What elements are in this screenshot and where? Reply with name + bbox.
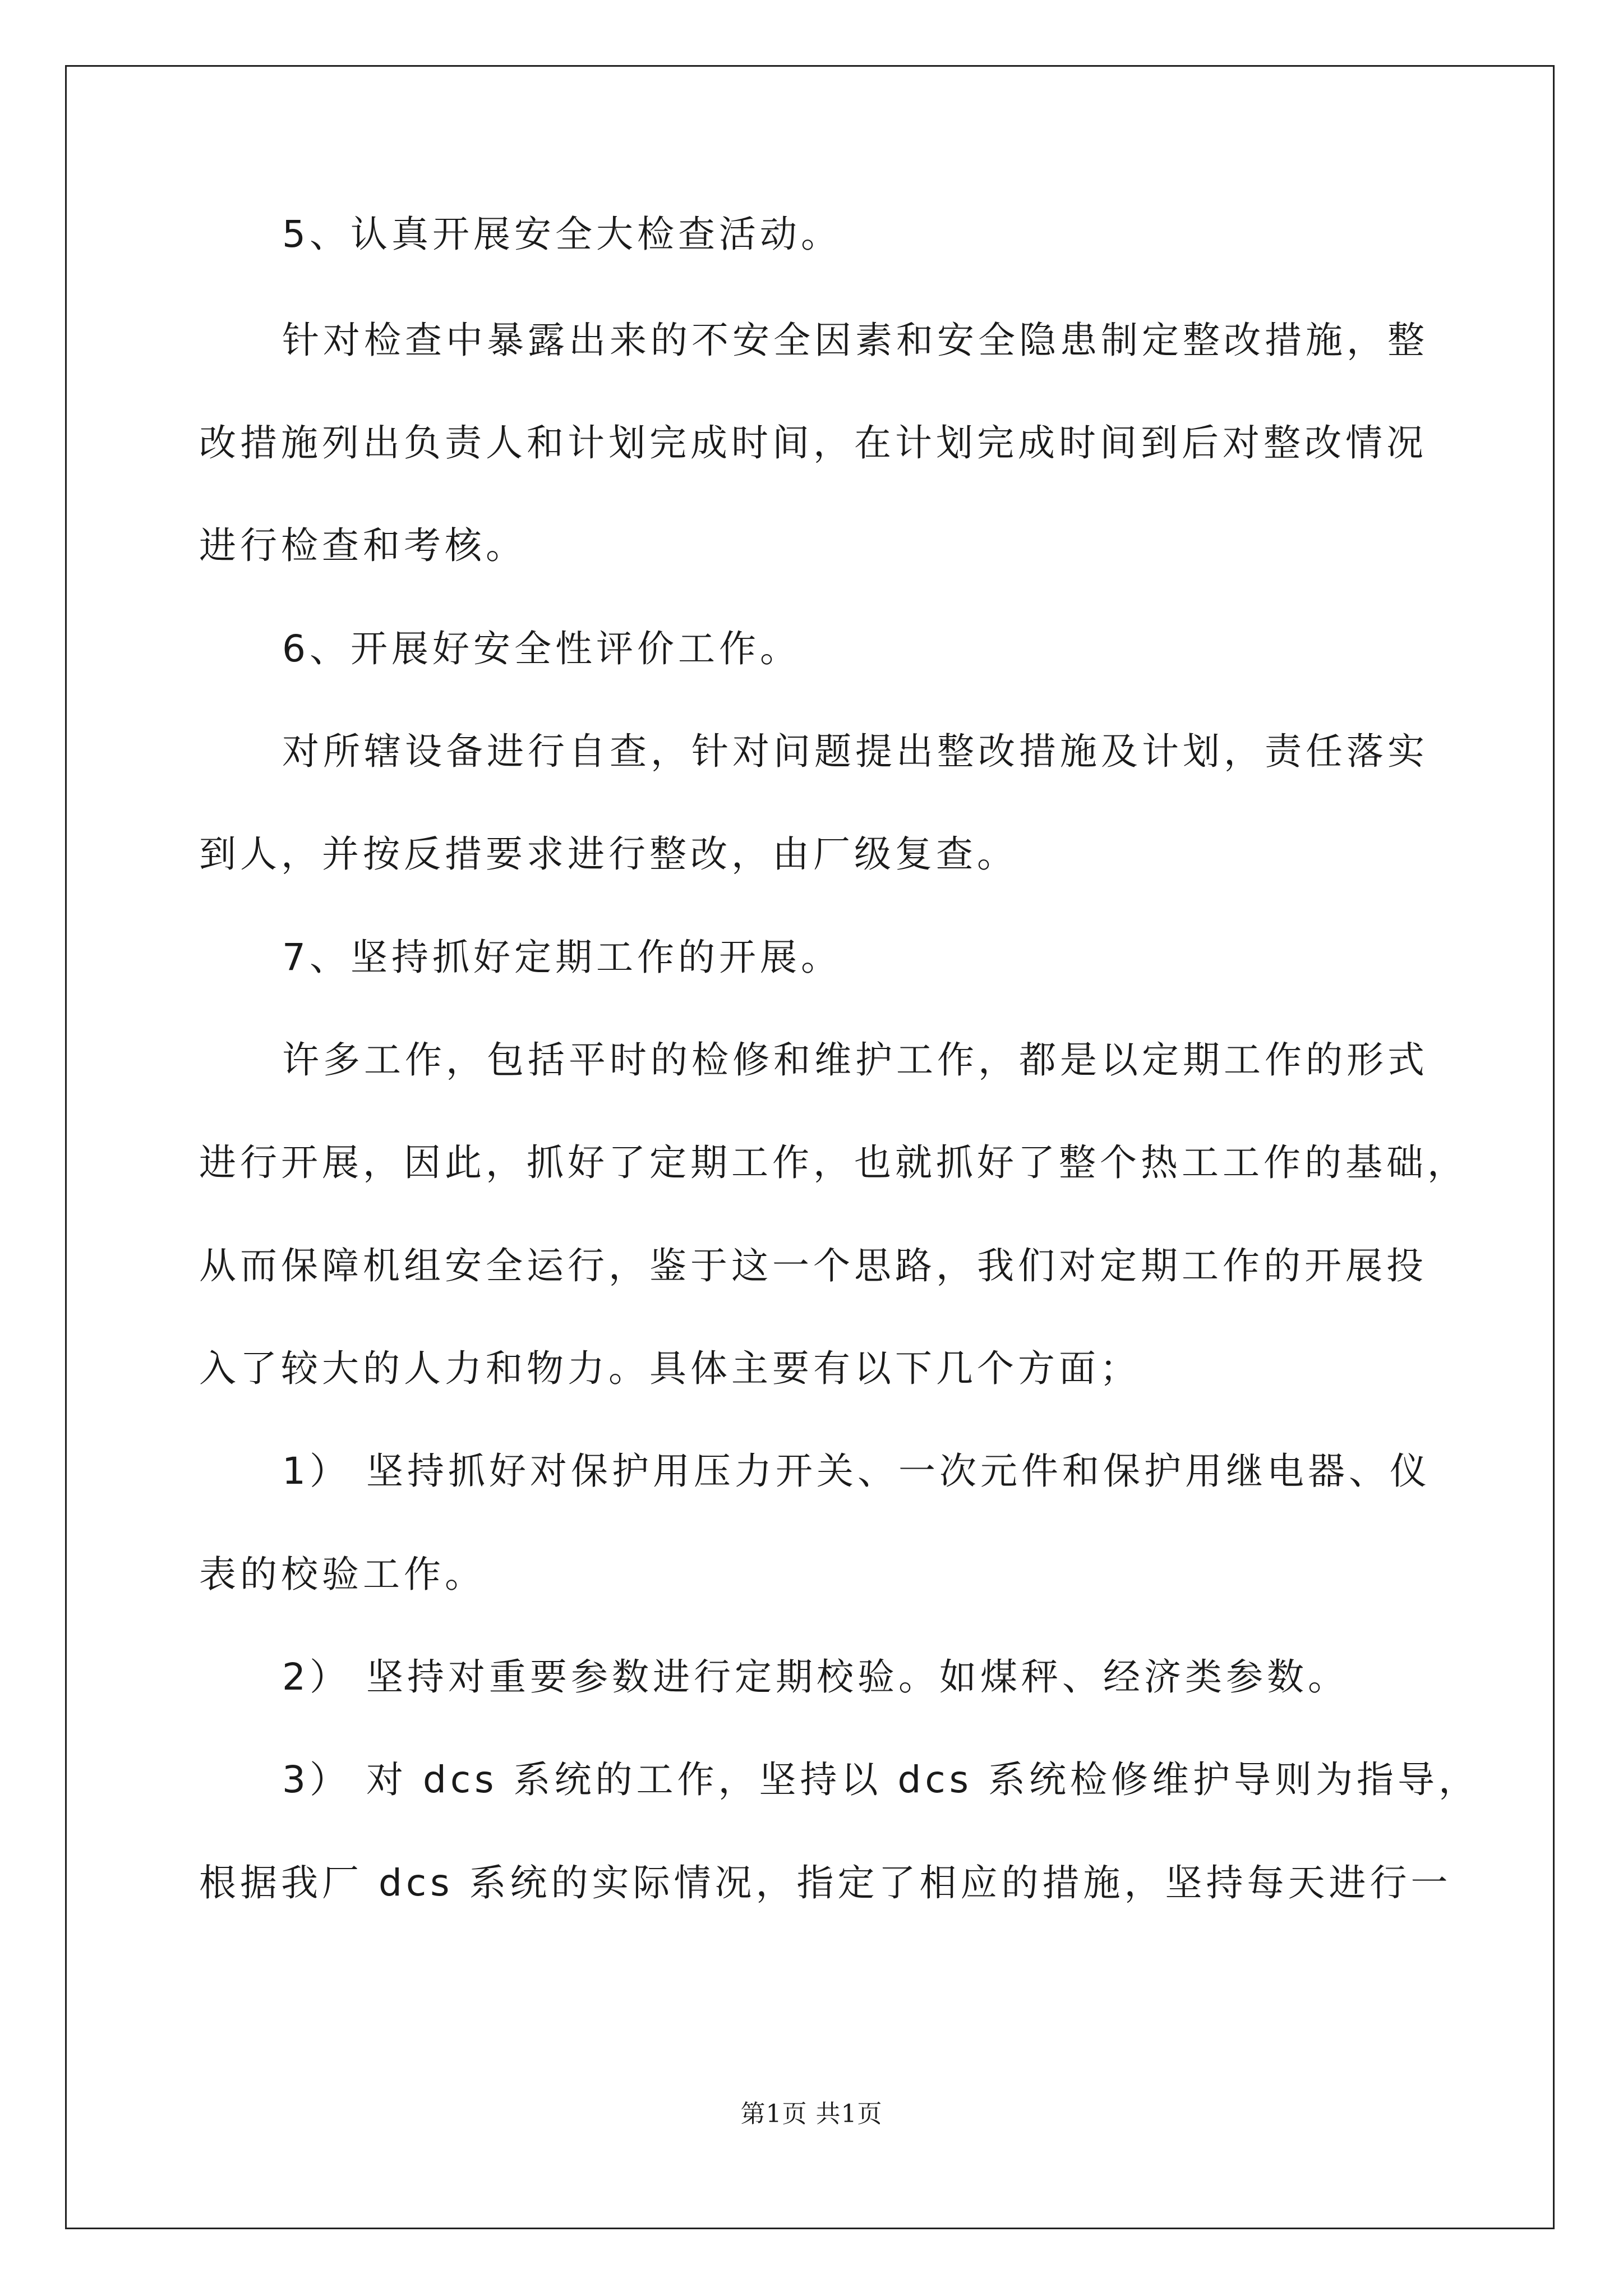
paragraph-line: 5、认真开展安全大检查活动。: [282, 213, 842, 256]
paragraph-line: 根据我厂 dcs 系统的实际情况，指定了相应的措施，坚持每天进行一: [199, 1861, 1452, 1904]
paragraph-line: 1） 坚持抓好对保护用压力开关、一次元件和保护用继电器、仪: [282, 1450, 1431, 1493]
paragraph-line: 改措施列出负责人和计划完成时间，在计划完成时间到后对整改情况: [199, 421, 1427, 464]
paragraph-line: 到人，并按反措要求进行整改，由厂级复查。: [199, 832, 1018, 876]
paragraph-line: 入了较大的人力和物力。具体主要有以下几个方面；: [199, 1347, 1141, 1390]
page-footer: 第1页 共1页: [740, 2100, 883, 2128]
paragraph-line: 许多工作，包括平时的检修和维护工作，都是以定期工作的形式: [282, 1038, 1428, 1082]
paragraph-line: 3） 对 dcs 系统的工作，坚持以 dcs 系统检修维护导则为指导，: [282, 1758, 1480, 1801]
paragraph-line: 7、坚持抓好定期工作的开展。: [282, 936, 842, 979]
paragraph-line: 6、开展好安全性评价工作。: [282, 627, 801, 670]
paragraph-line: 对所辖设备进行自查，针对问题提出整改措施及计划，责任落实: [282, 730, 1428, 773]
paragraph-line: 针对检查中暴露出来的不安全因素和安全隐患制定整改措施，整: [282, 319, 1428, 362]
paragraph-line: 从而保障机组安全运行，鉴于这一个思路，我们对定期工作的开展投: [199, 1244, 1427, 1287]
paragraph-line: 进行开展，因此，抓好了定期工作，也就抓好了整个热工工作的基础，: [199, 1141, 1468, 1184]
paragraph-line: 表的校验工作。: [199, 1553, 486, 1596]
paragraph-line: 进行检查和考核。: [199, 524, 527, 567]
paragraph-line: 2） 坚持对重要参数进行定期校验。如煤秤、经济类参数。: [282, 1655, 1349, 1699]
